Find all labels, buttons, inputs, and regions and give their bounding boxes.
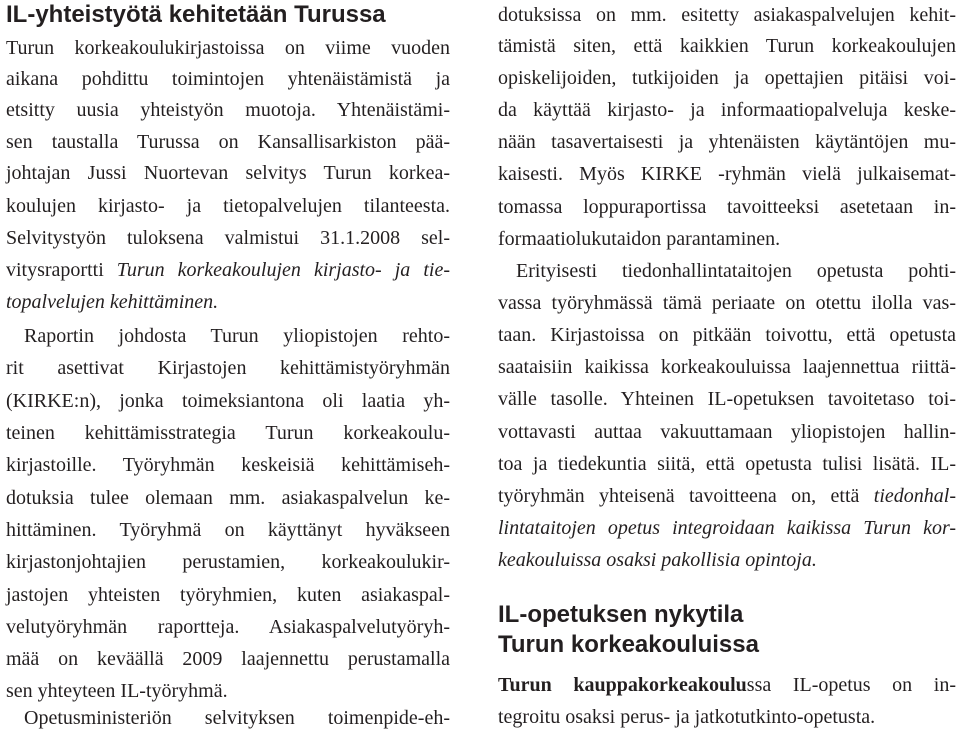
lead-in-text: Turun kauppakorkeakoulu: [498, 674, 747, 696]
body-line: Erityisesti tiedonhallintataitojen opetusta pohti-: [516, 260, 956, 282]
body-text: vitysraportti: [6, 259, 117, 281]
report-title: Turun korkeakoulujen kirjasto- ja tie-: [116, 259, 450, 281]
body-line: koulujen kirjasto- ja tietopalvelujen tilanteesta.: [6, 195, 450, 217]
body-line: tegroitu osaksi perus- ja jatkotutkinto-opetusta.: [498, 706, 876, 728]
body-text: ssa IL-opetus on in-: [746, 674, 956, 696]
body-line: [498, 670, 956, 701]
body-line: sen yhteyteen IL-työryhmä.: [6, 680, 228, 702]
body-line: johtajan Jussi Nuortevan selvitys Turun korkea-: [6, 162, 450, 184]
body-line: aikana pohdittu toimintojen yhtenäistämistä ja: [6, 68, 450, 90]
body-line: mää on keväällä 2009 laajennettu perustamalla: [6, 648, 450, 670]
body-line: etsitty uusia yhteistyön muotoja. Yhtenäistämi-: [6, 99, 450, 121]
body-line: Raportin johdosta Turun yliopistojen rehto-: [24, 325, 450, 347]
body-line: kaisesti. Myös KIRKE -ryhmän vielä julkaisemat-: [498, 163, 956, 185]
article-heading: IL-yhteistyötä kehitetään Turussa: [6, 1, 386, 28]
body-line: kirjastonjohtajien perustamien, korkeakoulukir-: [6, 551, 450, 573]
body-line: Opetusministeriön selvityksen toimenpide-eh-: [24, 707, 450, 729]
body-line: vassa työryhmässä tämä periaate on otettu ilolla vas-: [498, 292, 956, 314]
body-line: [498, 481, 956, 512]
body-line: dotuksissa on mm. esitetty asiakaspalvelujen kehit-: [498, 4, 956, 26]
report-title: topalvelujen kehittäminen.: [6, 291, 219, 313]
section-subheading: [498, 600, 759, 660]
body-line: saataisiin kaikissa korkeakouluissa laajennettua riittä-: [498, 356, 956, 378]
body-line: teinen kehittämisstrategia Turun korkeakoulu-: [6, 422, 450, 444]
body-line: opiskelijoiden, tutkijoiden ja opettajien pitäisi voi-: [498, 67, 956, 89]
body-line: jastojen yhteisten työryhmien, kuten asiakaspal-: [6, 584, 450, 606]
emphasis-text: keakouluissa osaksi pakollisia opintoja.: [498, 549, 817, 571]
body-line: [6, 287, 450, 318]
body-line: Selvitystyön tuloksena valmistui 31.1.2008 sel-: [6, 227, 450, 249]
body-line: toa ja tiedekuntia siitä, että opetusta tulisi lisätä. IL-: [498, 453, 956, 475]
body-text: työryhmän yhteisenä tavoitteena on, että: [498, 485, 874, 507]
body-line: kirjastoille. Työryhmän keskeisiä kehittämiseh-: [6, 454, 450, 476]
body-line: Turun korkeakoulukirjastoissa on viime vuoden: [6, 37, 450, 59]
body-line: vottavasti auttaa vakuuttamaan yliopistojen hallin-: [498, 421, 956, 443]
body-line: rit asettivat Kirjastojen kehittämistyöryhmän: [6, 357, 450, 379]
body-line: [6, 255, 450, 286]
body-line: nään tasavertaisesti ja yhtenäisten käytäntöjen mu-: [498, 131, 956, 153]
body-line: hittäminen. Työryhmä on käyttänyt hyväkseen: [6, 519, 450, 541]
emphasis-text: tiedonhal-: [873, 485, 956, 507]
body-line: (KIRKE:n), jonka toimeksiantona oli laatia yh-: [6, 390, 450, 412]
body-line: sen taustalla Turussa on Kansallisarkiston pää-: [6, 131, 450, 153]
body-line: da käyttää kirjasto- ja informaatiopalveluja keske-: [498, 99, 956, 121]
body-line: [498, 545, 956, 576]
body-line: tämistä siten, että kaikkien Turun korkeakoulujen: [498, 35, 956, 57]
body-line: formaatiolukutaidon parantaminen.: [498, 228, 781, 250]
subheading-line: IL-opetuksen nykytila: [498, 601, 744, 628]
body-line: velutyöryhmän raportteja. Asiakaspalvelutyöryh-: [6, 616, 450, 638]
body-line: tomassa loppuraportissa tavoitteeksi asetetaan in-: [498, 196, 956, 218]
body-line: välle tasolle. Yhteinen IL-opetuksen tavoitetaso toi-: [498, 388, 956, 410]
body-line: taan. Kirjastoissa on pitkään toivottu, että opetusta: [498, 324, 956, 346]
subheading-line: Turun korkeakouluissa: [498, 631, 759, 658]
body-line: [498, 513, 956, 544]
emphasis-text: lintataitojen opetus integroidaan kaikissa Turun kor-: [498, 517, 956, 539]
body-line: dotuksia tulee olemaan mm. asiakaspalvelun ke-: [6, 487, 450, 509]
